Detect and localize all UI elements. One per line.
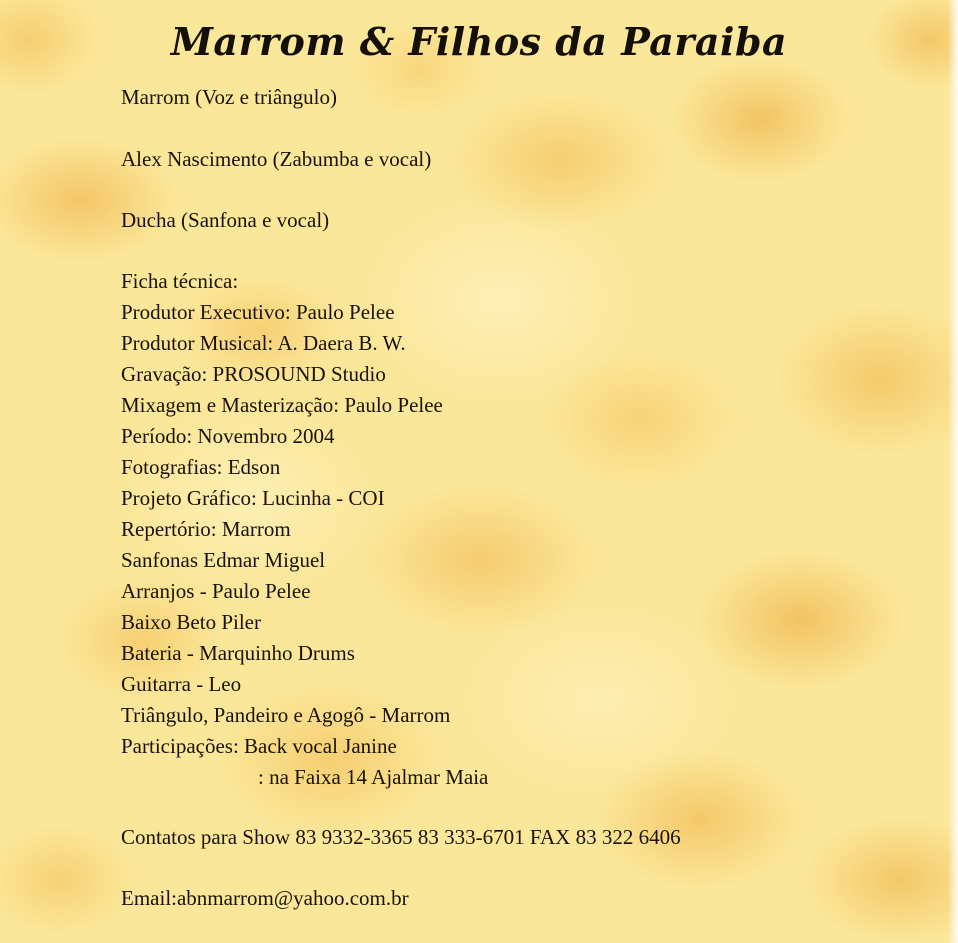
credit-line: Produtor Executivo: Paulo Pelee	[121, 300, 395, 324]
page-title: Marrom & Filhos da Paraiba	[170, 19, 788, 64]
credit-line: Projeto Gráfico: Lucinha - COI	[121, 486, 385, 510]
credit-line: Triângulo, Pandeiro e Agogô - Marrom	[121, 703, 451, 727]
band-member-3: Ducha (Sanfona e vocal)	[121, 208, 330, 232]
band-member-1: Marrom (Voz e triângulo)	[121, 85, 337, 109]
credit-line: Gravação: PROSOUND Studio	[121, 362, 386, 386]
credit-line: Participações: Back vocal Janine	[121, 734, 397, 758]
credit-line-participation: : na Faixa 14 Ajalmar Maia	[258, 765, 489, 789]
credit-line: Baixo Beto Piler	[121, 610, 261, 634]
credit-line: Período: Novembro 2004	[121, 424, 335, 448]
page-edge	[948, 0, 958, 943]
credit-line: Produtor Musical: A. Daera B. W.	[121, 331, 406, 355]
credit-line: Sanfonas Edmar Miguel	[121, 548, 326, 572]
credit-line: Fotografias: Edson	[121, 455, 281, 479]
credit-line: Bateria - Marquinho Drums	[121, 641, 355, 665]
credit-line: Guitarra - Leo	[121, 672, 242, 696]
band-member-2: Alex Nascimento (Zabumba e vocal)	[121, 147, 432, 171]
show-contacts: Contatos para Show 83 9332-3365 83 333-6701 FAX 83 322 6406	[121, 825, 681, 849]
credit-line: Mixagem e Masterização: Paulo Pelee	[121, 393, 443, 417]
credit-line: Arranjos - Paulo Pelee	[121, 579, 311, 603]
credit-line: Repertório: Marrom	[121, 517, 291, 541]
email-contact: Email:abnmarrom@yahoo.com.br	[121, 886, 409, 910]
credits-heading: Ficha técnica:	[121, 269, 239, 293]
